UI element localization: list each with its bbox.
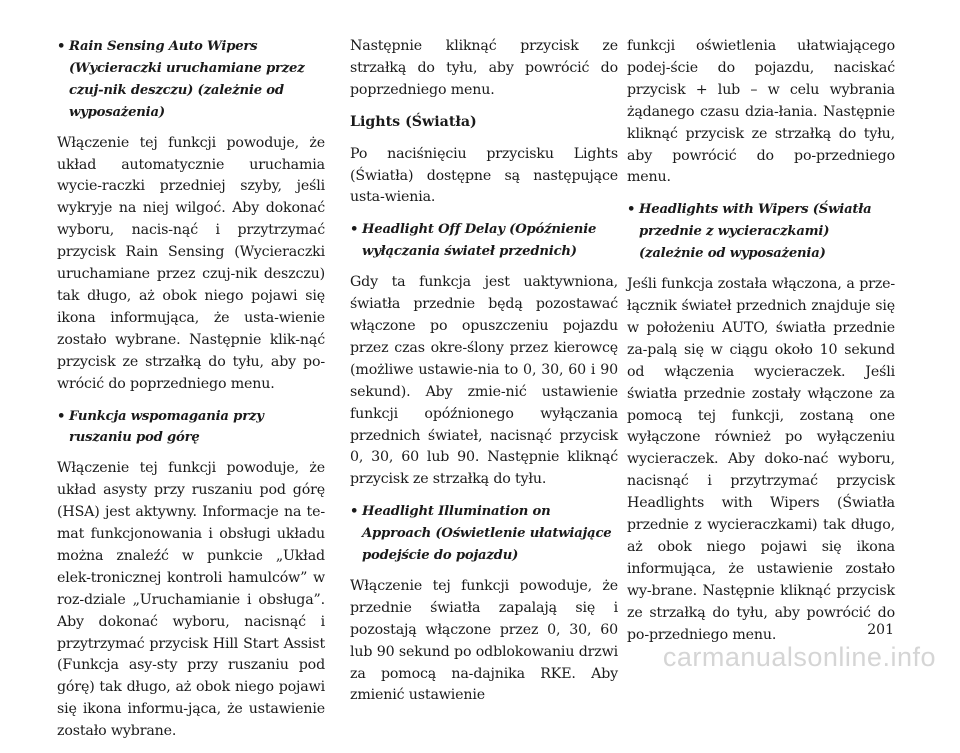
section-heading-lights: Lights (Światła) xyxy=(350,113,477,130)
column-2 xyxy=(350,36,618,717)
bullet-text: Headlight Off Delay (Opóźnienie wyłączania świateł przednich) xyxy=(362,222,597,260)
bullet-illumination-approach xyxy=(350,501,618,567)
bullet-text: Funkcja wspomagania przy ruszaniu pod górę xyxy=(69,408,264,446)
paragraph: Następnie kliknąć przycisk ze strzałką do tyłu, aby powrócić do poprzedniego menu. xyxy=(350,38,618,98)
bullet-dot-icon: • xyxy=(57,408,66,424)
bullet-dot-icon: • xyxy=(57,39,66,54)
bullet-hill-start xyxy=(57,406,325,450)
bullet-text: Headlight Illumination on Approach (Oświetlenie ułatwiające podejście do pojazdu) xyxy=(362,504,612,564)
watermark: carmanualsonline.info xyxy=(662,642,936,672)
bullet-dot-icon: • xyxy=(350,504,359,520)
paragraph: Włączenie tej funkcji powoduje, że przednie światła zapalają się i pozostają włączone przez 0, 30, 60 lub 90 sekund po odblokowaniu drzwi za pomocą na-dajnika RKE. Aby zmienić ustawienie xyxy=(350,577,618,704)
paragraph: Włączenie tej funkcji powoduje, że układ automatycznie uruchamia wycie-raczki przedniej szyby, jeśli wykryje na niej wilgoć. Aby dokonać wyboru, nacis-nąć i przytrzymać przycisk Rain Sensing (Wycieraczki uruchamiane przez czuj-nik deszczu) tak długo, aż obok niego pojawi się ikona informująca, że usta-wienie zostało wybrane. Następnie klik-nąć przycisk ze strzałką do tyłu, aby po-wrócić do poprzedniego menu. xyxy=(57,134,325,392)
bullet-rain-sensing xyxy=(57,36,325,124)
paragraph: Po naciśnięciu przycisku Lights (Światła) dostępne są następujące usta-wienia. xyxy=(350,145,618,206)
bullet-headlight-off-delay xyxy=(350,219,618,263)
column-3 xyxy=(627,36,895,656)
bullet-text: Headlights with Wipers (Światła przednie z wycieraczkami) (zależnie od wyposażenia) xyxy=(639,202,872,262)
bullet-text: Rain Sensing Auto Wipers (Wycieraczki uruchamiane przez czuj-nik deszczu) (zależnie od wyposażenia) xyxy=(69,39,305,120)
paragraph: Włączenie tej funkcji powoduje, że układ asysty przy ruszaniu pod górę (HSA) jest aktywny. Informacje na te-mat funkcjonowania i obsługi układu można znaleźć w punkcie „Układ elek-tronicznej kontroli hamulców” w roz-dziale „Uruchamianie i obsługa”. Aby dokonać wyboru, nacisnąć i przytrzymać przycisk Hill Start Assist (Funkcja asy-sty przy ruszaniu pod górę) tak długo, aż obok niego pojawi się ikona informu-jąca, że ustawienie zostało wybrane. xyxy=(57,460,325,740)
paragraph: Gdy ta funkcja jest uaktywniona, światła przednie będą pozostawać włączone po opuszczeniu pojazdu przez czas okre-ślony przez kierowcę (możliwe ustawie-nia to 0, 30, 60 i 90 sekund). Aby zmie-nić ustawienie funkcji opóźnionego wyłączania przednich świateł, nacisnąć przycisk 0, 30, 60 lub 90. Następnie kliknąć przycisk ze strzałką do tyłu. xyxy=(350,274,618,488)
paragraph: Jeśli funkcja została włączona, a prze-łącznik świateł przednich znajduje się w położeniu AUTO, światła przednie za-palą się w ciągu około 10 sekund od włączenia wycieraczek. Jeśli światła przednie zostały włączone za pomocą tej funkcji, zostaną one wyłączone również po wyłączeniu wycieraczek. Aby doko-nać wyboru, nacisnąć i przytrzymać przycisk Headlights with Wipers (Światła przednie z wycieraczkami) tak długo, aż obok niego pojawi się ikona informująca, że ustawienie zostało wy-brane. Następnie kliknąć przycisk ze strzałką do tyłu, aby powrócić do po-przedniego menu. xyxy=(627,276,895,643)
bullet-dot-icon: • xyxy=(350,222,359,238)
bullet-dot-icon: • xyxy=(627,202,636,218)
paragraph: funkcji oświetlenia ułatwiającego podej-ście do pojazdu, naciskać przycisk + lub – w celu wybrania żądanego czasu dzia-łania. Następnie kliknąć przycisk ze strzałką do tyłu, aby powrócić do po-przedniego menu. xyxy=(627,38,895,186)
page-number: 201 xyxy=(867,622,894,638)
bullet-headlights-wipers xyxy=(627,199,895,265)
